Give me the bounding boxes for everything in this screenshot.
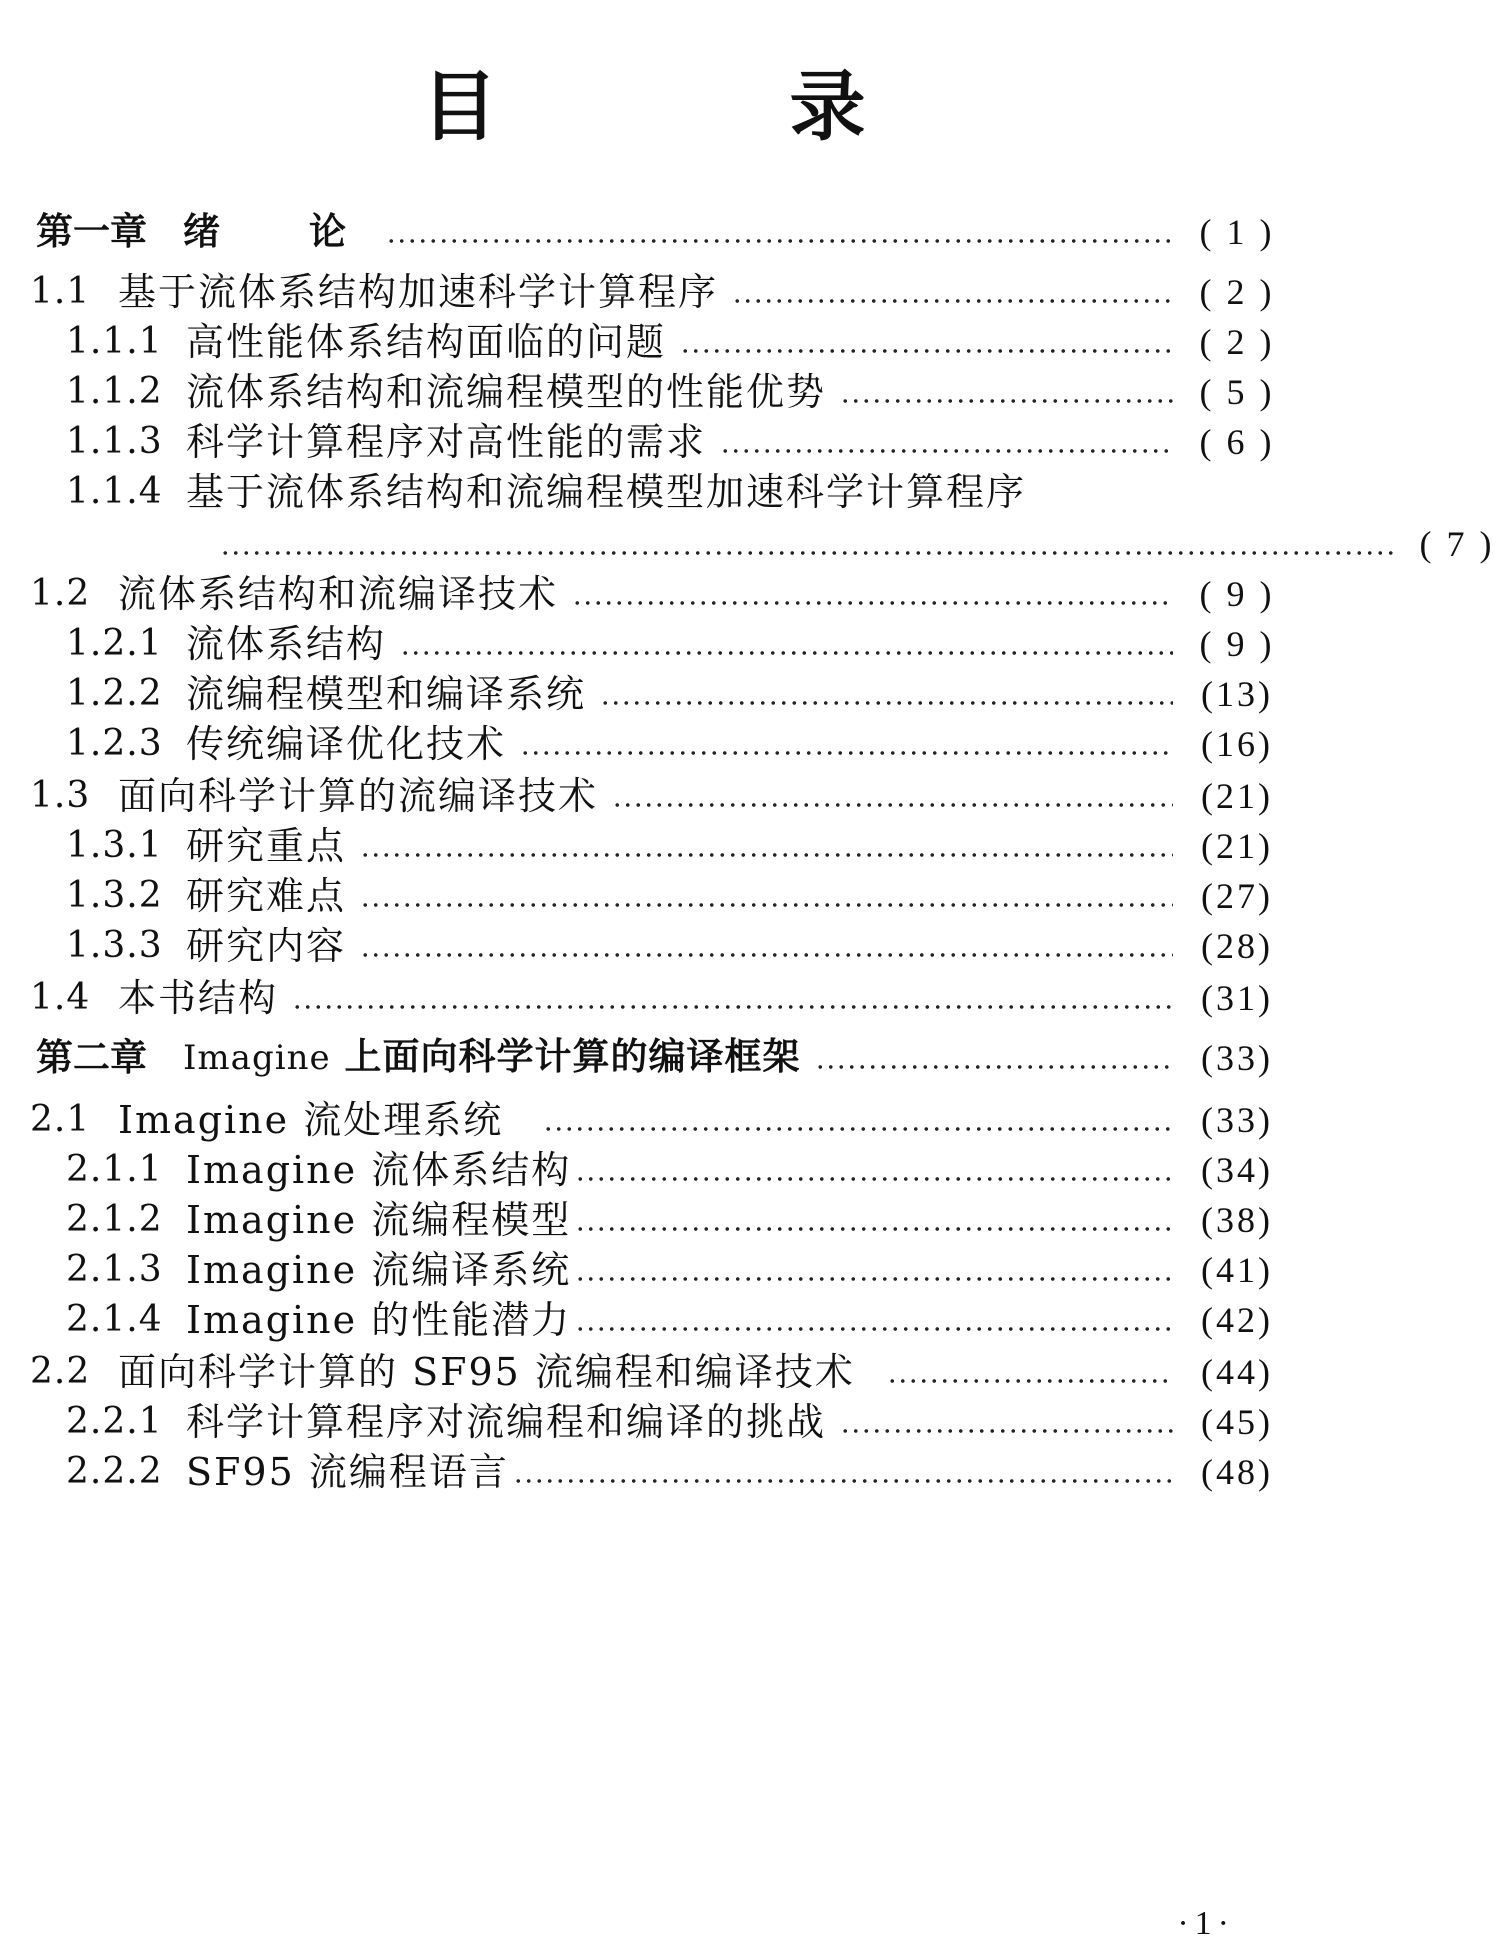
section-number: 1.1.1 [66,321,163,362]
toc-entry-1-4[interactable] [0,972,1287,1024]
section-number: 2.1.3 [66,1249,163,1290]
entry-title: 流体系结构和流编译技术 [118,572,559,616]
entry-title: 研究重点 [186,824,347,868]
page-number: (33) [1201,1100,1273,1140]
chapter-label: 第一章 [36,210,147,253]
section-number: 1.2.3 [66,723,163,764]
toc-entry-1-1-2[interactable] [0,366,1287,418]
section-number: 1.1.2 [66,371,163,412]
entry-title: Imagine 流编译系统 [186,1248,572,1292]
page-number: (45) [1201,1402,1273,1442]
page-number: ( 9 ) [1199,624,1275,664]
entry-title: 研究内容 [186,924,347,968]
toc-entry-1-2-2[interactable] [0,668,1287,720]
toc-entry-1-1-4-continuation[interactable] [0,518,1507,570]
entry-title: 本书结构 [118,976,279,1020]
entry-title: 流体系结构和流编程模型的性能优势 [186,370,827,414]
toc-entry-2-2-2[interactable] [0,1446,1287,1498]
leader-dots [360,951,1173,959]
page-number: ( 9 ) [1199,574,1275,614]
toc-entry-1-1-3[interactable] [0,416,1287,468]
leader-dots [520,749,1173,757]
toc-entry-1-3-2[interactable] [0,870,1287,922]
entry-title: Imagine 流编程模型 [186,1198,572,1242]
leader-dots [543,1125,1173,1133]
page-number: (42) [1201,1300,1273,1340]
entry-title: Imagine 流体系结构 [186,1148,572,1192]
section-number: 1.2.2 [66,673,163,714]
leader-dots [292,1003,1173,1011]
entry-title: 基于流体系结构加速科学计算程序 [118,270,719,314]
leader-dots [575,1175,1173,1183]
entry-title: 基于流体系结构和流编程模型加速科学计算程序 [186,470,1027,514]
leader-dots [680,347,1173,355]
leader-dots [572,599,1173,607]
section-number: 1.1.3 [66,421,163,462]
page-number: (28) [1201,926,1273,966]
page-number: ( 1 ) [1199,212,1275,252]
entry-title: SF95 流编程语言 [186,1450,509,1494]
leader-dots [887,1377,1173,1385]
entry-title: 流编程模型和编译系统 [186,672,587,716]
entry-title: 研究难点 [186,874,347,918]
page-footer-number: ·1· [1177,1905,1235,1942]
section-number: 1.2 [30,573,91,614]
page-title: 目 录 [421,62,974,151]
leader-dots [732,297,1173,305]
toc-entry-1-1-1[interactable] [0,316,1287,368]
entry-title: 科学计算程序对流编程和编译的挑战 [186,1400,827,1444]
leader-dots [386,237,1173,245]
leader-dots [400,649,1173,657]
section-number: 1.4 [30,977,91,1018]
toc-entry-1-3[interactable] [0,770,1287,822]
section-number: 1.1.4 [66,471,163,512]
page-number: (27) [1201,876,1273,916]
section-number: 1.3.3 [66,925,163,966]
toc-entry-1-1[interactable] [0,266,1287,318]
toc-entry-2-1-3[interactable] [0,1244,1287,1296]
section-number: 1.3.2 [66,875,163,916]
page-number: ( 2 ) [1199,272,1275,312]
entry-title: 面向科学计算的 SF95 流编程和编译技术 [118,1350,855,1394]
page-number: ( 6 ) [1199,422,1275,462]
page-number: (48) [1201,1452,1273,1492]
leader-dots [360,851,1173,859]
toc-entry-chapter-2[interactable] [0,1032,1287,1084]
toc-entry-2-2[interactable] [0,1346,1287,1398]
toc-entry-2-1-1[interactable] [0,1144,1287,1196]
section-number: 1.2.1 [66,623,163,664]
toc-entry-1-2-1[interactable] [0,618,1287,670]
leader-dots [575,1325,1173,1333]
section-number: 1.3 [30,775,91,816]
entry-title [147,1031,801,1084]
page-number: (31) [1201,978,1273,1018]
toc-entry-1-3-1[interactable] [0,820,1287,872]
section-number: 1.1 [30,271,91,312]
leader-dots [720,447,1173,455]
page-number: ( 5 ) [1199,372,1275,412]
toc-entry-chapter-1[interactable] [0,206,1287,258]
section-number: 2.2 [30,1351,91,1392]
leader-dots [575,1275,1173,1283]
page-number: (44) [1201,1352,1273,1392]
toc-entry-1-3-3[interactable] [0,920,1287,972]
section-number: 2.1 [30,1099,91,1140]
toc-entry-2-1-4[interactable] [0,1294,1287,1346]
section-number: 2.2.1 [66,1401,163,1442]
section-number: 2.1.2 [66,1199,163,1240]
page-number: ( 2 ) [1199,322,1275,362]
entry-title: 高性能体系结构面临的问题 [186,320,667,364]
page-number: (34) [1201,1150,1273,1190]
entry-title-cjk: 上面向科学计算的编译框架 [344,1035,801,1078]
toc-entry-1-2-3[interactable] [0,718,1287,770]
leader-dots [513,1477,1173,1485]
section-number: 2.1.4 [66,1299,163,1340]
page-number: (41) [1201,1250,1273,1290]
entry-title: 绪 论 [183,210,372,253]
toc-entry-2-1[interactable] [0,1094,1287,1146]
leader-dots [612,801,1173,809]
leader-dots [840,1427,1173,1435]
section-number: 2.2.2 [66,1451,163,1492]
leader-dots [815,1063,1174,1071]
page-number: (21) [1201,826,1273,866]
section-number: 2.1.1 [66,1149,163,1190]
leader-dots [575,1225,1173,1233]
section-number: 1.3.1 [66,825,163,866]
toc-entry-1-1-4[interactable] [0,466,1287,518]
page-number: (38) [1201,1200,1273,1240]
leader-dots [220,549,1393,557]
page-number: (33) [1201,1038,1273,1078]
toc-entry-1-2[interactable] [0,568,1287,620]
leader-dots [600,699,1173,707]
entry-title: 传统编译优化技术 [186,722,507,766]
chapter-label: 第二章 [36,1036,147,1079]
page-number: (16) [1201,724,1273,764]
entry-title: Imagine 流处理系统 [118,1098,504,1142]
toc-entry-2-1-2[interactable] [0,1194,1287,1246]
toc-entry-2-2-1[interactable] [0,1396,1287,1448]
leader-dots [840,397,1173,405]
page-number: ( 7 ) [1419,524,1495,564]
page-number: (21) [1201,776,1273,816]
entry-title: 面向科学计算的流编译技术 [118,774,599,818]
entry-title-latin: Imagine [183,1038,331,1078]
entry-title: Imagine 的性能潜力 [186,1298,572,1342]
entry-title: 流体系结构 [186,622,387,666]
leader-dots [360,901,1173,909]
page-number: (13) [1201,674,1273,714]
entry-title: 科学计算程序对高性能的需求 [186,420,707,464]
